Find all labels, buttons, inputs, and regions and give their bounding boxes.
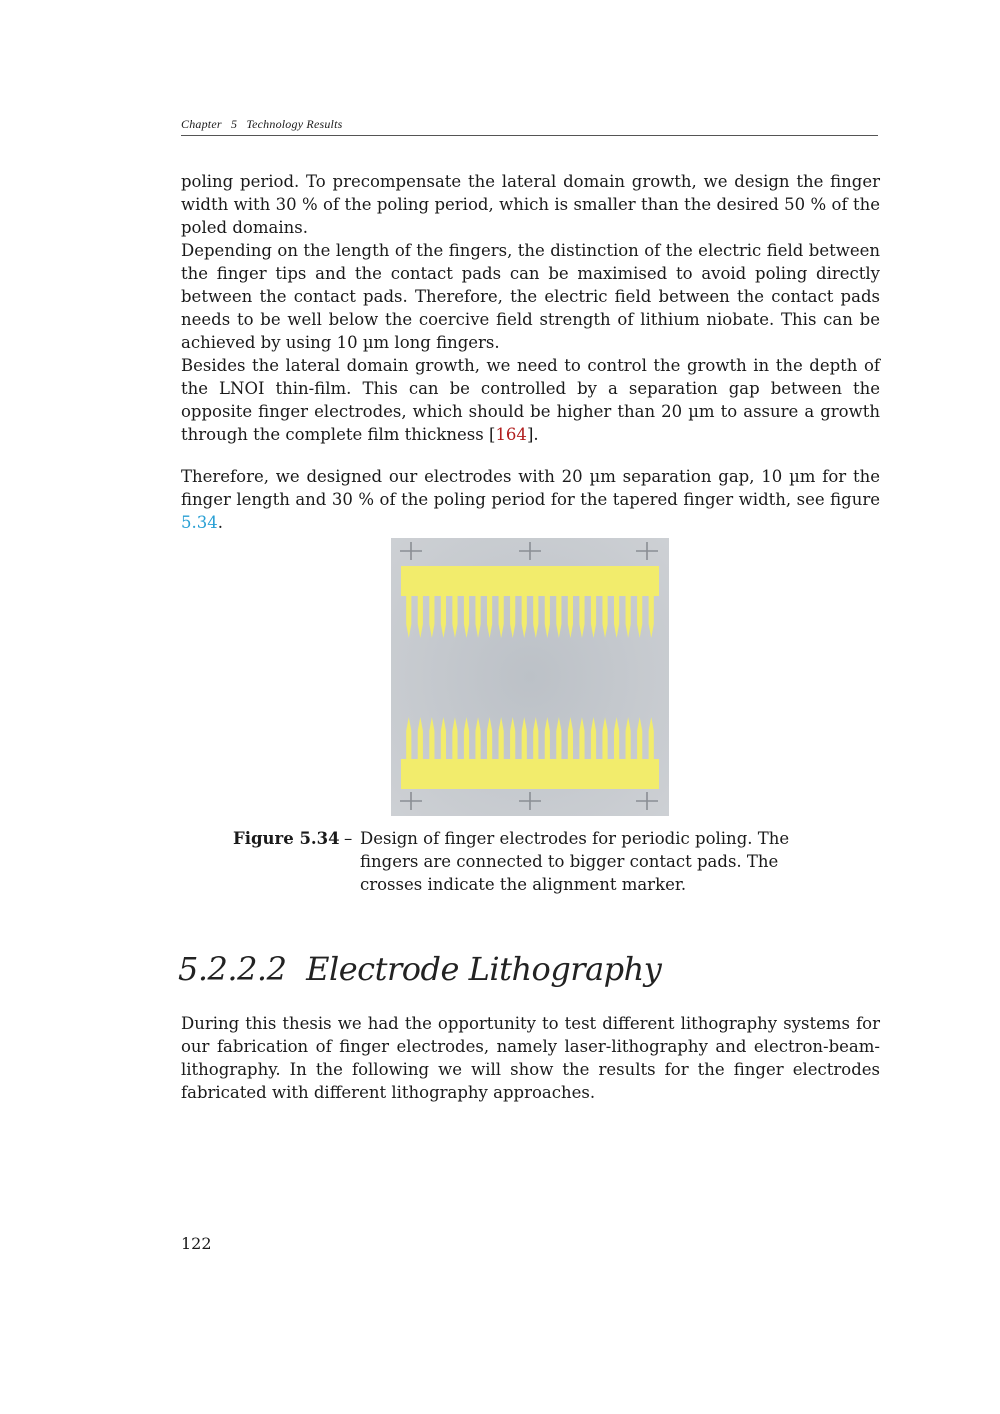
header-chapter-title: Technology Results <box>246 117 343 131</box>
paragraph-design-end: . <box>217 513 223 532</box>
caption-text: Design of finger electrodes for periodic poling. The fingers are connected to bigger contact pads. The crosses indicate the alignment marker. <box>360 829 790 894</box>
electrode-design-figure <box>391 538 669 816</box>
paragraph-depth-growth <box>181 354 880 446</box>
body-text-block <box>181 170 880 446</box>
header-chapter-label: Chapter <box>181 117 222 131</box>
citation-link[interactable]: 164 <box>495 425 527 444</box>
paragraph-finger-length: Depending on the length of the fingers, the distinction of the electric field between the finger tips and the contact pads can be maximised to avoid poling directly between the contact pads. Therefore, the electric field between the contact pads needs to be well below the coercive field strength of lithium niobate. This can be achieved by using 10 µm long fingers. <box>181 241 880 352</box>
body-text-lithography <box>181 1012 880 1104</box>
paragraph-finger-width: poling period. To precompensate the lateral domain growth, we design the finger width with 30 % of the poling period, which is smaller than the desired 50 % of the poled domains. <box>181 172 880 237</box>
section-title: Electrode Lithography <box>306 950 662 988</box>
section-heading <box>178 950 661 988</box>
running-header <box>181 117 878 136</box>
figure-reference-link[interactable]: 5.34 <box>181 513 218 532</box>
paragraph-design <box>181 465 880 534</box>
caption-dash: – <box>344 829 353 848</box>
body-text-design <box>181 465 880 534</box>
page-number: 122 <box>181 1234 212 1253</box>
section-number: 5.2.2.2 <box>178 950 287 988</box>
paragraph-design-text: Therefore, we designed our electrodes with 20 µm separation gap, 10 µm for the finger length and 30 % of the poling period for the tapered finger width, see figure <box>181 467 880 509</box>
header-chapter-number: 5 <box>230 117 238 131</box>
paragraph-lithography: During this thesis we had the opportunity to test different lithography systems for our fabrication of finger electrodes, namely laser-lithography and electron-beam-lithography. In the following we will show the results for the finger electrodes fabricated with different lithography approaches. <box>181 1014 880 1102</box>
paragraph-depth-end: ]. <box>526 425 539 444</box>
paragraph-depth-text: Besides the lateral domain growth, we need to control the growth in the depth of the LNOI thin-film. This can be controlled by a separation gap between the opposite finger electrodes, which should be higher than 20 µm to assure a growth through the complete film thickness [ <box>181 356 880 444</box>
top-contact-pad <box>401 566 659 596</box>
figure-label: Figure 5.34 <box>233 829 340 848</box>
bottom-contact-pad <box>401 759 659 789</box>
